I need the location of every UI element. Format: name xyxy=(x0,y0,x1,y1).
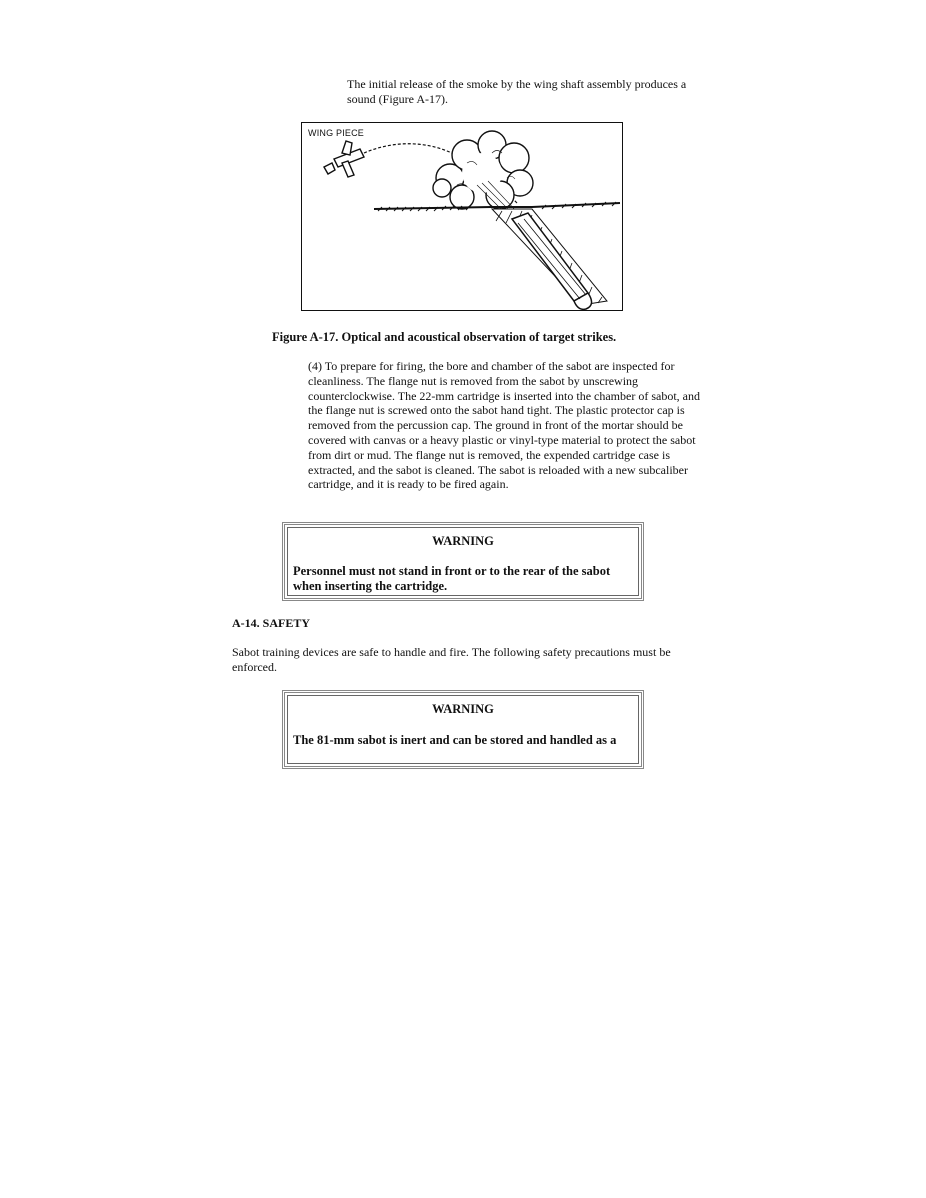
wing-piece-icon xyxy=(324,141,364,177)
warning-text: The 81-mm sabot is inert and can be stored and handled as a xyxy=(293,733,617,747)
wing-piece-label: WING PIECE xyxy=(308,128,365,138)
figure-a17 xyxy=(301,122,623,311)
figure-caption: Figure A-17. Optical and acoustical observation of target strikes. xyxy=(272,330,617,344)
smoke-cloud xyxy=(433,131,533,209)
target-strike-illustration xyxy=(302,123,623,311)
sabot-round xyxy=(512,213,592,309)
warning-title: WARNING xyxy=(432,534,494,548)
intro-text: The initial release of the smoke by the wing shaft assembly produces a sound (Figure A-17). xyxy=(347,77,687,106)
warning-box-2 xyxy=(282,690,644,769)
paragraph-4: (4) To prepare for firing, the bore and chamber of the sabot are inspected for cleanliness. The flange nut is removed from the sabot by unscrewing counterclockwise. The 22-mm cartridge is inserted into the chamber of sabot, and the flange nut is screwed onto the sabot hand tight. The plastic protector cap is removed from the percussion cap. The ground in front of the mortar should be covered with canvas or a heavy plastic or vinyl-type material to protect the sabot from dirt or mud. The flange nut is removed, the expended cartridge case is extracted, and the sabot is cleaned. The sabot is reloaded with a new subcaliber cartridge, and it is ready to be fired again. xyxy=(308,359,700,492)
section-heading: A-14. SAFETY xyxy=(232,616,311,630)
warning-box-1 xyxy=(282,522,644,601)
warning-text: Personnel must not stand in front or to the rear of the sabot when inserting the cartridge. xyxy=(293,564,611,593)
section-text: Sabot training devices are safe to handle and fire. The following safety precautions must be enforced. xyxy=(232,645,671,674)
warning-title: WARNING xyxy=(432,702,494,716)
